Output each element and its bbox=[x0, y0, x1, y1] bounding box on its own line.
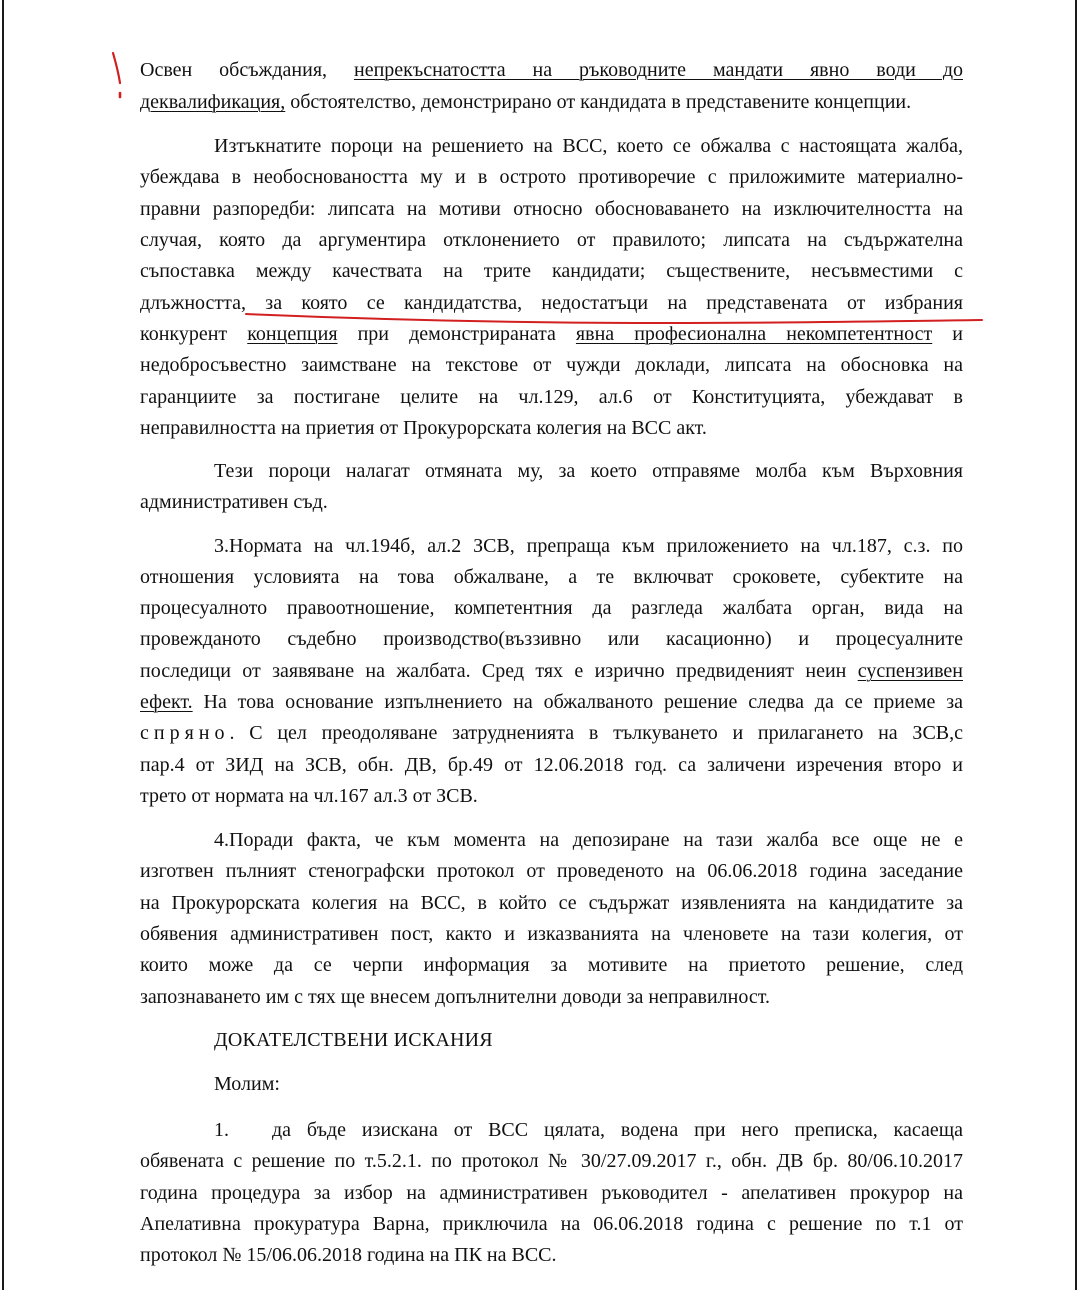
para4-line-4: провежданото съдебно производство(въззивно или касационно) и процесуалните bbox=[140, 628, 963, 650]
para5-line-2: изготвен пълният стенографски протокол от проведеното на 06.06.2018 година заседание bbox=[140, 860, 963, 882]
item1-line-3: година процедура за избор на административен ръководител - апелативен прокурор на bbox=[140, 1182, 963, 1204]
para3-line-1: Тези пороци налагат отмяната му, за което отправяме молба към Върховния bbox=[214, 460, 963, 482]
red-pen-underline bbox=[244, 310, 984, 330]
para2-line-9: гаранциите за постигане целите на чл.129, ал.6 от Конституцията, убеждават в bbox=[140, 386, 963, 408]
request-intro: Молим: bbox=[214, 1073, 280, 1095]
underlined-phrase: явна професионална некомпетентност bbox=[575, 323, 933, 345]
para4-line-1: 3.Нормата на чл.194б, ал.2 ЗСВ, препраща към приложението на чл.187, с.з. по bbox=[214, 535, 963, 557]
scan-right-edge bbox=[1075, 0, 1077, 1290]
item1-line-1: да бъде изискана от ВСС цялата, водена при него преписка, касаеща bbox=[272, 1119, 963, 1141]
item1-line-4: Апелативна прокуратура Варна, приключила на 06.06.2018 година с решение по т.1 от bbox=[140, 1213, 963, 1235]
item1-line-2: обявената с решение по т.5.2.1. по протокол № 30/27.09.2017 г., обн. ДВ бр. 80/06.10.2017 bbox=[140, 1150, 963, 1172]
para2-line-3: правни разпоредби: липсата на мотиви относно обосноваването на изключителността на bbox=[140, 198, 963, 220]
para4-line-6: ефект. На това основание изпълнението на обжалваното решение следва да се приеме за bbox=[140, 691, 963, 713]
section-heading: ДОКАТЕЛСТВЕНИ ИСКАНИЯ bbox=[214, 1029, 493, 1051]
para2-line-1: Изтъкнатите пороци на решението на ВСС, което се обжалва с настоящата жалба, bbox=[214, 135, 963, 157]
para5-line-6: запознаването им с тях ще внесем допълнителни доводи за неправилност. bbox=[140, 986, 770, 1008]
para2-line-7: конкурент концепция при демонстрираната явна професионална некомпетентност и bbox=[140, 323, 964, 345]
para2-line-10: неправилността на приетия от Прокурорската колегия на ВСС акт. bbox=[140, 417, 707, 439]
para2-line-2: убеждава в необосноваността му и в острото противоречие с приложимите материално- bbox=[140, 166, 963, 188]
red-exclamation-mark-icon bbox=[109, 50, 125, 102]
para1-line-2: деквалификация, обстоятелство, демонстрирано от кандидата в представените концепции. bbox=[140, 91, 912, 113]
para5-line-1: 4.Поради факта, че към момента на депозиране на тази жалба все още не е bbox=[214, 829, 963, 851]
underlined-phrase: суспензивен bbox=[857, 660, 963, 682]
para4-line-8: пар.4 от ЗИД на ЗСВ, обн. ДВ, бр.49 от 12.06.2018 год. са заличени изречения второ и bbox=[140, 754, 963, 776]
para4-line-3: процесуалното правоотношение, компетентния да разгледа жалбата орган, вида на bbox=[140, 597, 963, 619]
para4-line-9: трето от нормата на чл.167 ал.3 от ЗСВ. bbox=[140, 785, 478, 807]
para3-line-2: административен съд. bbox=[140, 491, 328, 513]
spaced-word: спряно bbox=[140, 722, 230, 744]
para5-line-4: обявения административен пост, както и изказванията на членовете на тази колегия, от bbox=[140, 923, 963, 945]
underlined-phrase: концепция bbox=[247, 323, 338, 345]
para4-line-2: отношения условията на това обжалване, а те включват сроковете, субектите на bbox=[140, 566, 963, 588]
para5-line-5: които може да се черпи информация за мотивите на приетото решение, след bbox=[140, 954, 963, 976]
underlined-phrase: деквалификация, bbox=[140, 91, 286, 113]
item1-number: 1. bbox=[214, 1119, 229, 1141]
underlined-phrase: непрекъснатостта на ръководните мандати явно води до bbox=[353, 59, 963, 81]
para4-line-7: спряно. С цел преодоляване затрудненията в тълкуването и прилагането на ЗСВ,с bbox=[140, 722, 963, 744]
scan-left-edge bbox=[2, 0, 4, 1290]
para2-line-5: съпоставка между качествата на трите кандидати; съществените, несъвместими с bbox=[140, 260, 963, 282]
para1-line-1: Освен обсъждания, непрекъснатостта на ръководните мандати явно води до bbox=[140, 59, 963, 81]
para2-line-4: случая, която да аргументира отклонението от правилото; липсата на съдържателна bbox=[140, 229, 963, 251]
para5-line-3: на Прокурорската колегия на ВСС, в който се съдържат изявленията на кандидатите за bbox=[140, 892, 963, 914]
para2-line-8: недобросъвестно заимстване на текстове от чужди доклади, липсата на обосновка на bbox=[140, 354, 963, 376]
underlined-phrase: ефект. bbox=[140, 691, 193, 713]
para2-line-6: длъжността, за която се кандидатства, недостатъци на представената от избрания bbox=[140, 292, 963, 314]
item1-line-5: протокол № 15/06.06.2018 година на ПК на ВСС. bbox=[140, 1244, 557, 1266]
para4-line-5: последици от заявяване на жалбата. Сред тях е изрично предвиденият неин суспензивен bbox=[140, 660, 963, 682]
